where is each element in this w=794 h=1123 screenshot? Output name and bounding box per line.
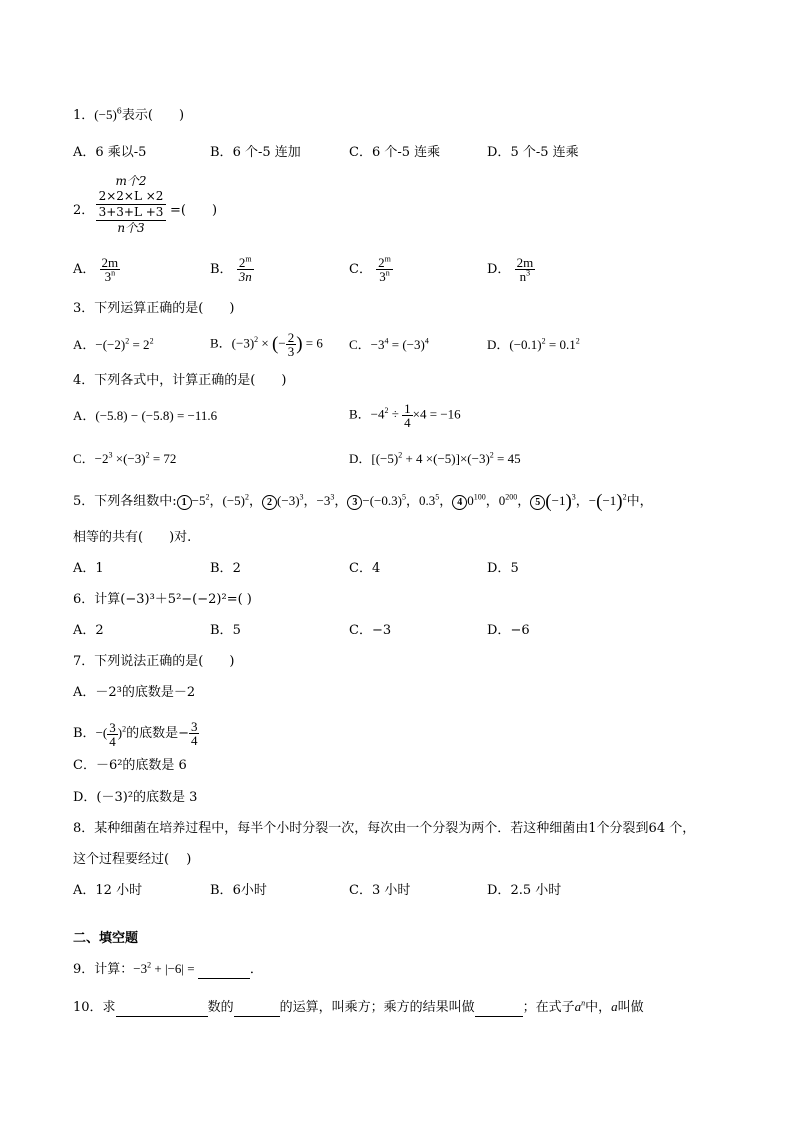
- q1-option-c[interactable]: C．6 个-5 连乘: [349, 145, 441, 160]
- q8-option-a[interactable]: A．12 小时: [73, 883, 143, 898]
- q7-option-d[interactable]: D．(－3)²的底数是 3: [73, 790, 198, 805]
- question-8-line2: 这个过程要经过( ): [73, 852, 192, 867]
- q6-option-a[interactable]: A．2: [73, 623, 104, 638]
- q6-option-d[interactable]: D．−6: [487, 623, 530, 638]
- q5-option-a[interactable]: A．1: [73, 561, 104, 576]
- q2-option-b[interactable]: B． $\frac{2^m}{3n}$: [210, 254, 252, 284]
- q3-option-d[interactable]: D．$(-0.1)^2 = 0.1^2$: [487, 336, 580, 352]
- q4-option-b[interactable]: B．$-4^2$ ÷ $\frac{1}{4}$ ×4 = −16: [349, 401, 461, 430]
- q7-option-c[interactable]: C．－6²的底数是 6: [73, 758, 187, 773]
- q7-option-a[interactable]: A．－2³的底数是－2: [73, 685, 196, 700]
- q10-blank-2[interactable]: [234, 1002, 280, 1017]
- question-9: 9．计算：$-3^2 + |-6|$ = ．: [73, 960, 263, 977]
- q6-option-c[interactable]: C．−3: [349, 623, 392, 638]
- question-2-number: 2．: [73, 203, 95, 218]
- q5-option-c[interactable]: C．4: [349, 561, 381, 576]
- q2-option-c[interactable]: C． $\frac{2^m}{3^n}$: [349, 254, 391, 284]
- question-2-fraction: m个2 2×2×L ×2 3+3+L +3 n个3: [96, 174, 166, 236]
- q4-option-c[interactable]: C．$-2^3 \times(-3)^2 = 72$: [73, 450, 177, 466]
- q4-option-d[interactable]: D．$[(-5)^2 + 4 \times(-5)]\times(-3)^2 = 45$: [349, 450, 521, 466]
- question-2-tail: =( ): [170, 203, 218, 218]
- q4-option-a[interactable]: A．(−5.8) − (−5.8) = −11.6: [73, 408, 218, 423]
- question-4: 4．下列各式中，计算正确的是( ): [73, 373, 287, 388]
- question-8: 8．某种细菌在培养过程中，每半个小时分裂一次，每次由一个分裂为两个．若这种细菌由1个分裂到64 个，: [73, 821, 696, 836]
- q2-option-a[interactable]: A． $\frac{2m}{3^n}$: [73, 255, 119, 284]
- q8-option-d[interactable]: D．2.5 小时: [487, 883, 562, 898]
- q3-option-a[interactable]: A．$-(-2)^2 = 2^2$: [73, 336, 154, 352]
- q1-option-a[interactable]: A．6 乘以-5: [73, 145, 147, 160]
- q10-blank-3[interactable]: [475, 1002, 523, 1017]
- q8-option-c[interactable]: C．3 小时: [349, 883, 411, 898]
- question-10: 10．求 数的 的运算，叫乘方；乘方的结果叫做 ；在式子$a^n$中，a叫做: [73, 998, 644, 1015]
- question-5-line2: 相等的共有( )对.: [73, 530, 192, 545]
- q2-option-d[interactable]: D． $\frac{2m}{n^3}$: [487, 255, 534, 284]
- question-6: 6．计算(−3)³＋5²−(−2)²=( ): [73, 592, 252, 607]
- question-5: 5．下列各组数中: $1 -5^2$，$(-5)^2$， 2 $(-3)^3$，$-3^3$， $3 -(-0.3)^5$，$0.3^5$， 4 $0^{100}$，$0^{200}$， 5 $(-1)^3$，$-(-1)^2$中，: [73, 491, 653, 513]
- q5-option-b[interactable]: B．2: [210, 561, 241, 576]
- question-7: 7．下列说法正确的是( ): [73, 654, 235, 669]
- q1-option-b[interactable]: B．6 个-5 连加: [210, 145, 301, 160]
- q6-option-b[interactable]: B．5: [210, 623, 241, 638]
- q3-option-b[interactable]: B．$(-3)^2$ × (− $\frac{2}{3}$ ) = 6: [210, 330, 323, 359]
- section-heading: 二、填空题: [73, 931, 139, 946]
- q10-blank-1[interactable]: [116, 1002, 208, 1017]
- q3-option-c[interactable]: C．$-3^4 = (-3)^4$: [349, 336, 429, 352]
- q7-option-b[interactable]: B．−( $\frac{3}{4}$ )$^2$的底数是− $\frac{3}{4}$: [73, 719, 198, 749]
- q9-answer-blank[interactable]: [198, 964, 250, 979]
- question-1: 1．$(-5)^6$表示( ): [73, 106, 185, 123]
- question-3: 3．下列运算正确的是( ): [73, 301, 235, 316]
- q5-option-d[interactable]: D．5: [487, 561, 519, 576]
- q1-option-d[interactable]: D．5 个-5 连乘: [487, 145, 579, 160]
- q8-option-b[interactable]: B．6小时: [210, 883, 267, 898]
